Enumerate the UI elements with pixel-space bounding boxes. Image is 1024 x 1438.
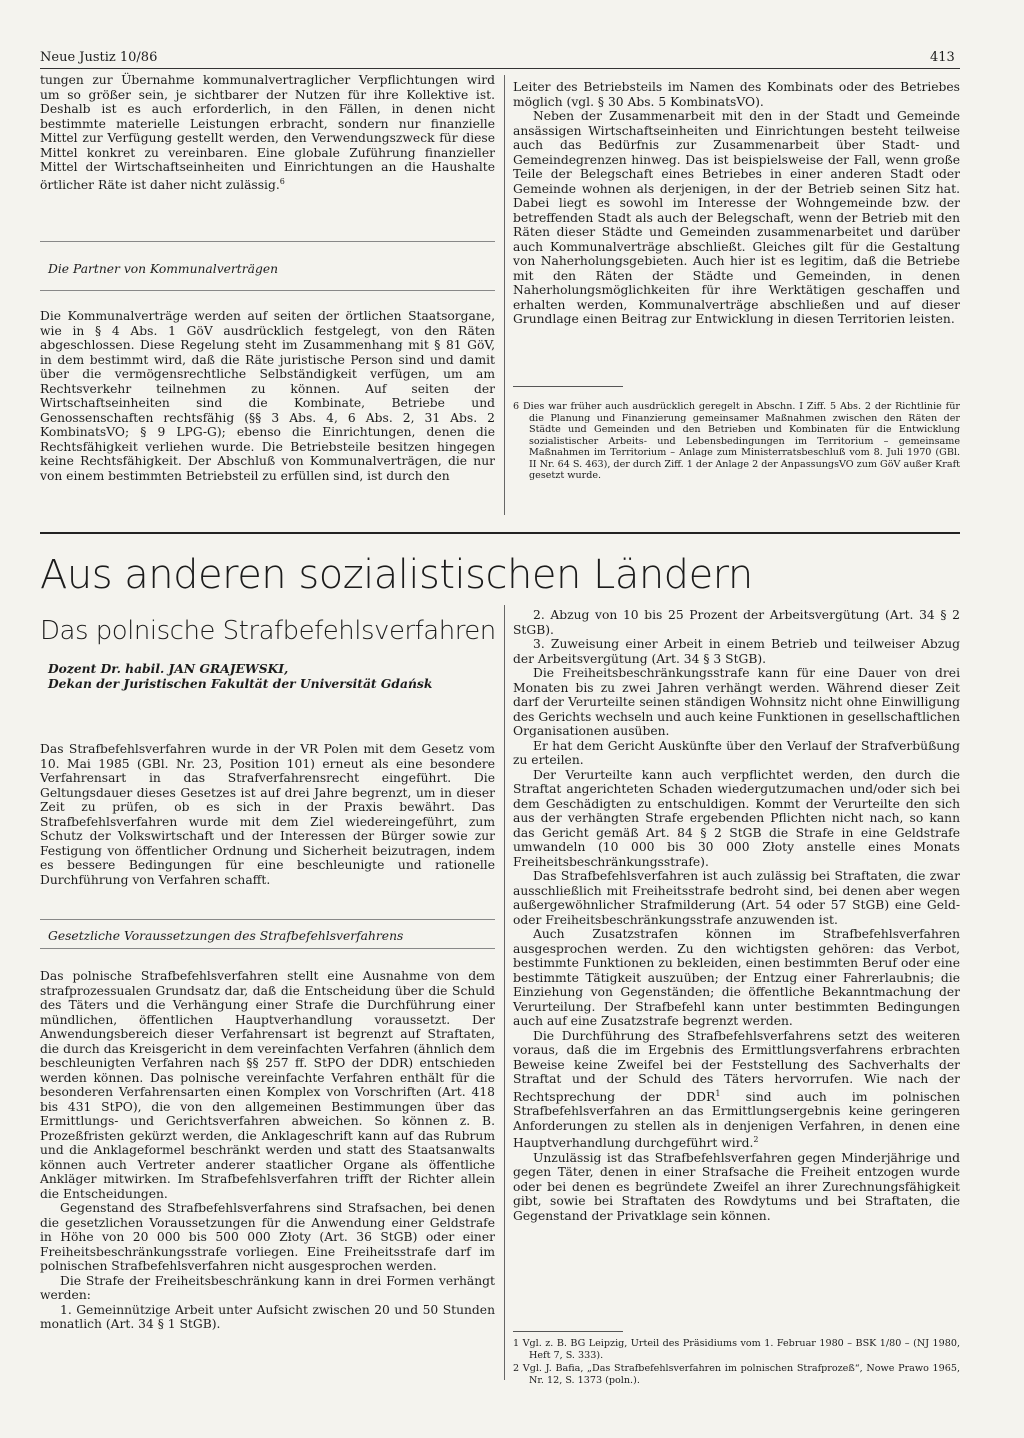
paragraph: Die Strafe der Freiheitsbeschränkung kann in drei Formen verhängt werden: <box>40 1273 495 1302</box>
footnote: 2 Vgl. J. Bafia, „Das Strafbefehlsverfahren im polnischen Strafprozeß“, Nowe Prawo 1965, Nr. 12, S. 1373 (poln.). <box>513 1363 960 1386</box>
paragraph: Die Freiheitsbeschränkungsstrafe kann für eine Dauer von drei Monaten bis zu zwei Jahren verhängt werden. Während dieser Zeit darf der Verurteilte seinen ständigen Wohnsitz nicht ohne Einwilligung des Gerichts wechseln und auch keine Funktionen in gesellschaftlichen Organisationen ausüben. <box>513 666 960 738</box>
upper-left-column-2 <box>40 309 495 483</box>
paragraph: Gegenstand des Strafbefehlsverfahrens sind Strafsachen, bei denen die gesetzlichen Voraussetzungen für die Anwendung einer Geldstrafe in Höhe von 20 000 bis 500 000 Złoty (Art. 36 StGB) oder einer Freiheitsbeschränkungsstrafe vorliegen. Eine Freiheitsstrafe darf im polnischen Strafbefehlsverfahren nicht ausgesprochen werden. <box>40 1201 495 1273</box>
list-item: 2. Abzug von 10 bis 25 Prozent der Arbeitsvergütung (Art. 34 § 2 StGB). <box>513 608 960 637</box>
paragraph <box>513 1029 960 1151</box>
lower-left-column-2 <box>40 969 495 1332</box>
author-block <box>48 661 432 691</box>
paragraph: Leiter des Betriebsteils im Namen des Kombinats oder des Betriebes möglich (vgl. § 30 Abs. 5 KombinatsVO). <box>513 80 960 109</box>
footnote-rule <box>513 1331 623 1332</box>
section-rule <box>40 532 960 534</box>
running-header-journal: Neue Justiz 10/86 <box>40 50 158 65</box>
paragraph <box>40 73 495 192</box>
footnote-block <box>513 1338 960 1388</box>
upper-right-column <box>513 80 960 327</box>
paragraph: Der Verurteilte kann auch verpflichtet werden, den durch die Straftat angerichteten Schaden wiedergutzumachen und/oder sich bei dem Geschädigten zu entschuldigen. Kommt der Verurteilte den sich aus der verhängten Strafe ergebenden Pflichten nicht nach, so kann das Gericht gemäß Art. 84 § 2 StGB die Strafe in eine Geldstrafe umwandeln (10 000 bis 30 000 Złoty anstelle eines Monats Freiheitsbeschränkungsstrafe). <box>513 767 960 869</box>
paragraph: Er hat dem Gericht Auskünfte über den Verlauf der Strafverbüßung zu erteilen. <box>513 738 960 767</box>
footnote-ref: 2 <box>753 1135 759 1145</box>
paragraph: Unzulässig ist das Strafbefehlsverfahren gegen Minderjährige und gegen Täter, denen in einer Strafsache die Freiheit entzogen wurde oder bei denen es begründete Zweifel an ihrer Zurechnungsfähigkeit gibt, sowie bei Straftaten des Rowdytums und bei Straftaten, die Gegenstand der Privatklage sein können. <box>513 1150 960 1223</box>
subheading: Die Partner von Kommunalverträgen <box>48 262 279 276</box>
paragraph-text: sind auch im polnischen Strafbefehlsverfahren an das Ermittlungsergebnis keine geringeren Anforderungen zu stellen als in denjenigen Verfahren, in denen eine Hauptverhandlung durchgeführt wird. <box>513 1089 960 1151</box>
footnote-block <box>513 401 960 484</box>
paragraph: Das Strafbefehlsverfahren wurde in der VR Polen mit dem Gesetz vom 10. Mai 1985 (GBl. Nr. 23, Position 101) erneut als eine besondere Verfahrensart in das Strafverfahrensrecht eingeführt. Die Geltungsdauer dieses Gesetzes ist auf drei Jahre begrenzt, um in dieser Zeit zu prüfen, ob es sich in der Praxis bewährt. Das Strafbefehlsverfahren wurde mit dem Ziel wiedereingeführt, zum Schutz der Volkswirtschaft und der Interessen der Bürger sowie zur Festigung von öffentlicher Ordnung und Sicherheit beizutragen, indem es bessere Bedingungen für eine beschleunigte und rationelle Durchführung von Verfahren schafft. <box>40 742 495 887</box>
paragraph-text: tungen zur Übernahme kommunalvertraglicher Verpflichtungen wird um so größer sein, je sichtbarer der Nutzen für ihre Kollektive ist. Deshalb ist es auch erforderlich, in den Fällen, in denen nicht bestimmte materielle Leistungen erbracht, sondern nur finanzielle Mittel zur Verfügung gestellt werden, den Verwendungszweck für diese Mittel konkret zu vereinbaren. Eine globale Zuführung finanzieller Mittel der Wirtschaftseinheiten und Einrichtungen an die Haushalte örtlicher Räte ist daher nicht zulässig. <box>40 73 495 192</box>
divider <box>40 948 495 949</box>
upper-left-column <box>40 73 495 192</box>
divider <box>40 919 495 920</box>
list-item: 3. Zuweisung einer Arbeit in einem Betrieb und teilweiser Abzug der Arbeitsvergütung (Art. 34 § 3 StGB). <box>513 637 960 666</box>
paragraph: Die Kommunalverträge werden auf seiten der örtlichen Staatsorgane, wie in § 4 Abs. 1 GöV ausdrücklich festgelegt, von den Räten abgeschlossen. Diese Regelung steht im Zusammenhang mit § 81 GöV, in dem bestimmt wird, daß die Räte juristische Person sind und damit über die vermögensrechtliche Selbständigkeit verfügen, um am Rechtsverkehr teilnehmen zu können. Auf seiten der Wirtschaftseinheiten sind die Kombinate, Betriebe und Genossenschaften rechtsfähig (§§ 3 Abs. 4, 6 Abs. 2, 31 Abs. 2 KombinatsVO; § 9 LPG-G); ebenso die Einrichtungen, denen die Rechtsfähigkeit verliehen wurde. Die Betriebsteile besitzen hingegen keine Rechtsfähigkeit. Der Abschluß von Kommunalverträgen, die nur von einem bestimmten Betriebsteil zu erfüllen sind, ist durch den <box>40 309 495 483</box>
author-name: Dozent Dr. habil. JAN GRAJEWSKI, <box>48 661 289 676</box>
column-rule <box>504 75 505 515</box>
footnote: 1 Vgl. z. B. BG Leipzig, Urteil des Präsidiums vom 1. Februar 1980 – BSK 1/80 – (NJ 1980, Heft 7, S. 333). <box>513 1338 960 1361</box>
paragraph: Auch Zusatzstrafen können im Strafbefehlsverfahren ausgesprochen werden. Zu den wichtigsten gehören: das Verbot, bestimmte Funktionen zu bekleiden, einen bestimmten Beruf oder eine bestimmte Tätigkeit auszuüben; der Entzug einer Fahrerlaubnis; die Einziehung von Gegenständen; die öffentliche Bekanntmachung der Verurteilung. Der Strafbefehl kann unter bestimmten Bedingungen auch auf eine Zusatzstrafe begrenzt werden. <box>513 927 960 1028</box>
paragraph: Neben der Zusammenarbeit mit den in der Stadt und Gemeinde ansässigen Wirtschaftseinheiten und Einrichtungen besteht teilweise auch das Bedürfnis zur Zusammenarbeit über Stadt- und Gemeindegrenzen hinweg. Das ist beispielsweise der Fall, wenn große Teile der Belegschaft eines Betriebes in einer anderen Stadt oder Gemeinde wohnen als derjenigen, in der der Betrieb seinen Sitz hat. Dabei liegt es sowohl im Interesse der Wohngemeinde bzw. der betreffenden Stadt als auch der Belegschaft, wenn der Betrieb mit den Räten dieser Städte und Gemeinden zusammenarbeitet und darüber auch Kommunalverträge abschließt. Gleiches gilt für die Gestaltung von Naherholungsgebieten. Auch hier ist es legitim, daß die Betriebe mit den Räten der Städte und Gemeinden, in denen Naherholungsmöglichkeiten für ihre Werktätigen geschaffen und erhalten werden, Kommunalverträge abschließen und auf dieser Grundlage einen Beitrag zur Entwicklung in diesen Territorien leisten. <box>513 109 960 326</box>
subheading: Gesetzliche Voraussetzungen des Strafbefehlsverfahrens <box>48 929 404 943</box>
author-affiliation: Dekan der Juristischen Fakultät der Universität Gdańsk <box>48 676 433 691</box>
footnote-ref: 6 <box>279 176 285 186</box>
footnote-ref: 1 <box>715 1088 721 1098</box>
header-rule <box>40 68 960 69</box>
article-title: Das polnische Strafbefehlsverfahren <box>40 616 496 646</box>
paragraph: Das polnische Strafbefehlsverfahren stellt eine Ausnahme von dem strafprozessualen Grundsatz dar, daß die Entscheidung über die Schuld des Täters und die Verhängung einer Strafe die Durchführung einer mündlichen, öffentlichen Hauptverhandlung voraussetzt. Der Anwendungsbereich dieser Verfahrensart ist begrenzt auf Straftaten, die durch das Kreisgericht in dem vereinfachten Verfahren (ähnlich dem beschleunigten Verfahren nach §§ 257 ff. StPO der DDR) entschieden werden können. Das polnische vereinfachte Verfahren enthält für die besonderen Verfahrensarten einen Komplex von Vorschriften (Art. 418 bis 431 StPO), die von den allgemeinen Bestimmungen über das Ermittlungs- und Gerichtsverfahren abweichen. So können z. B. Prozeßfristen gekürzt werden, die Anklageschrift kann auf das Rubrum und die Anklageformel beschränkt werden und statt des Staatsanwalts können auch Vertreter anderer staatlicher Organe als öffentliche Ankläger mitwirken. Im Strafbefehlsverfahren trifft der Richter allein die Entscheidungen. <box>40 969 495 1201</box>
footnote-rule <box>513 386 623 387</box>
paragraph-text: Die Durchführung des Strafbefehlsverfahrens setzt des weiteren voraus, daß die im Ergebnis des Ermittlungsverfahrens erbrachten Beweise keine Zweifel bei der Feststellung des Sachverhalts der Straftat und der Schuld des Täters hervorrufen. Wie nach der Rechtsprechung der DDR <box>513 1028 960 1104</box>
lower-left-column <box>40 742 495 887</box>
paragraph: Das Strafbefehlsverfahren ist auch zulässig bei Straftaten, die zwar ausschließlich mit Freiheitsstrafe bedroht sind, bei denen aber wegen außergewöhnlicher Strafmilderung (Art. 54 oder 57 StGB) eine Geld- oder Freiheitsbeschränkungsstrafe anzuwenden ist. <box>513 869 960 927</box>
column-rule <box>504 605 505 1380</box>
list-item: 1. Gemeinnützige Arbeit unter Aufsicht zwischen 20 und 50 Stunden monatlich (Art. 34 § 1 StGB). <box>40 1302 495 1331</box>
lower-right-column <box>513 608 960 1223</box>
divider <box>40 290 495 291</box>
divider <box>40 241 495 242</box>
section-title: Aus anderen sozialistischen Ländern <box>40 552 753 598</box>
footnote: 6 Dies war früher auch ausdrücklich geregelt in Abschn. I Ziff. 5 Abs. 2 der Richtlinie für die Planung und Finanzierung gemeinsamer Maßnahmen zwischen den Räten der Städte und Gemeinden und den Betrieben und Kombinaten für die Entwicklung sozialistischer Arbeits- und Lebensbedingungen im Territorium – gemeinsame Maßnahmen im Territorium – Anlage zum Ministerratsbeschluß vom 8. Juli 1970 (GBl. II Nr. 64 S. 463), der durch Ziff. 1 der Anlage 2 der AnpassungsVO zum GöV außer Kraft gesetzt wurde. <box>513 401 960 481</box>
page-number: 413 <box>930 50 955 65</box>
